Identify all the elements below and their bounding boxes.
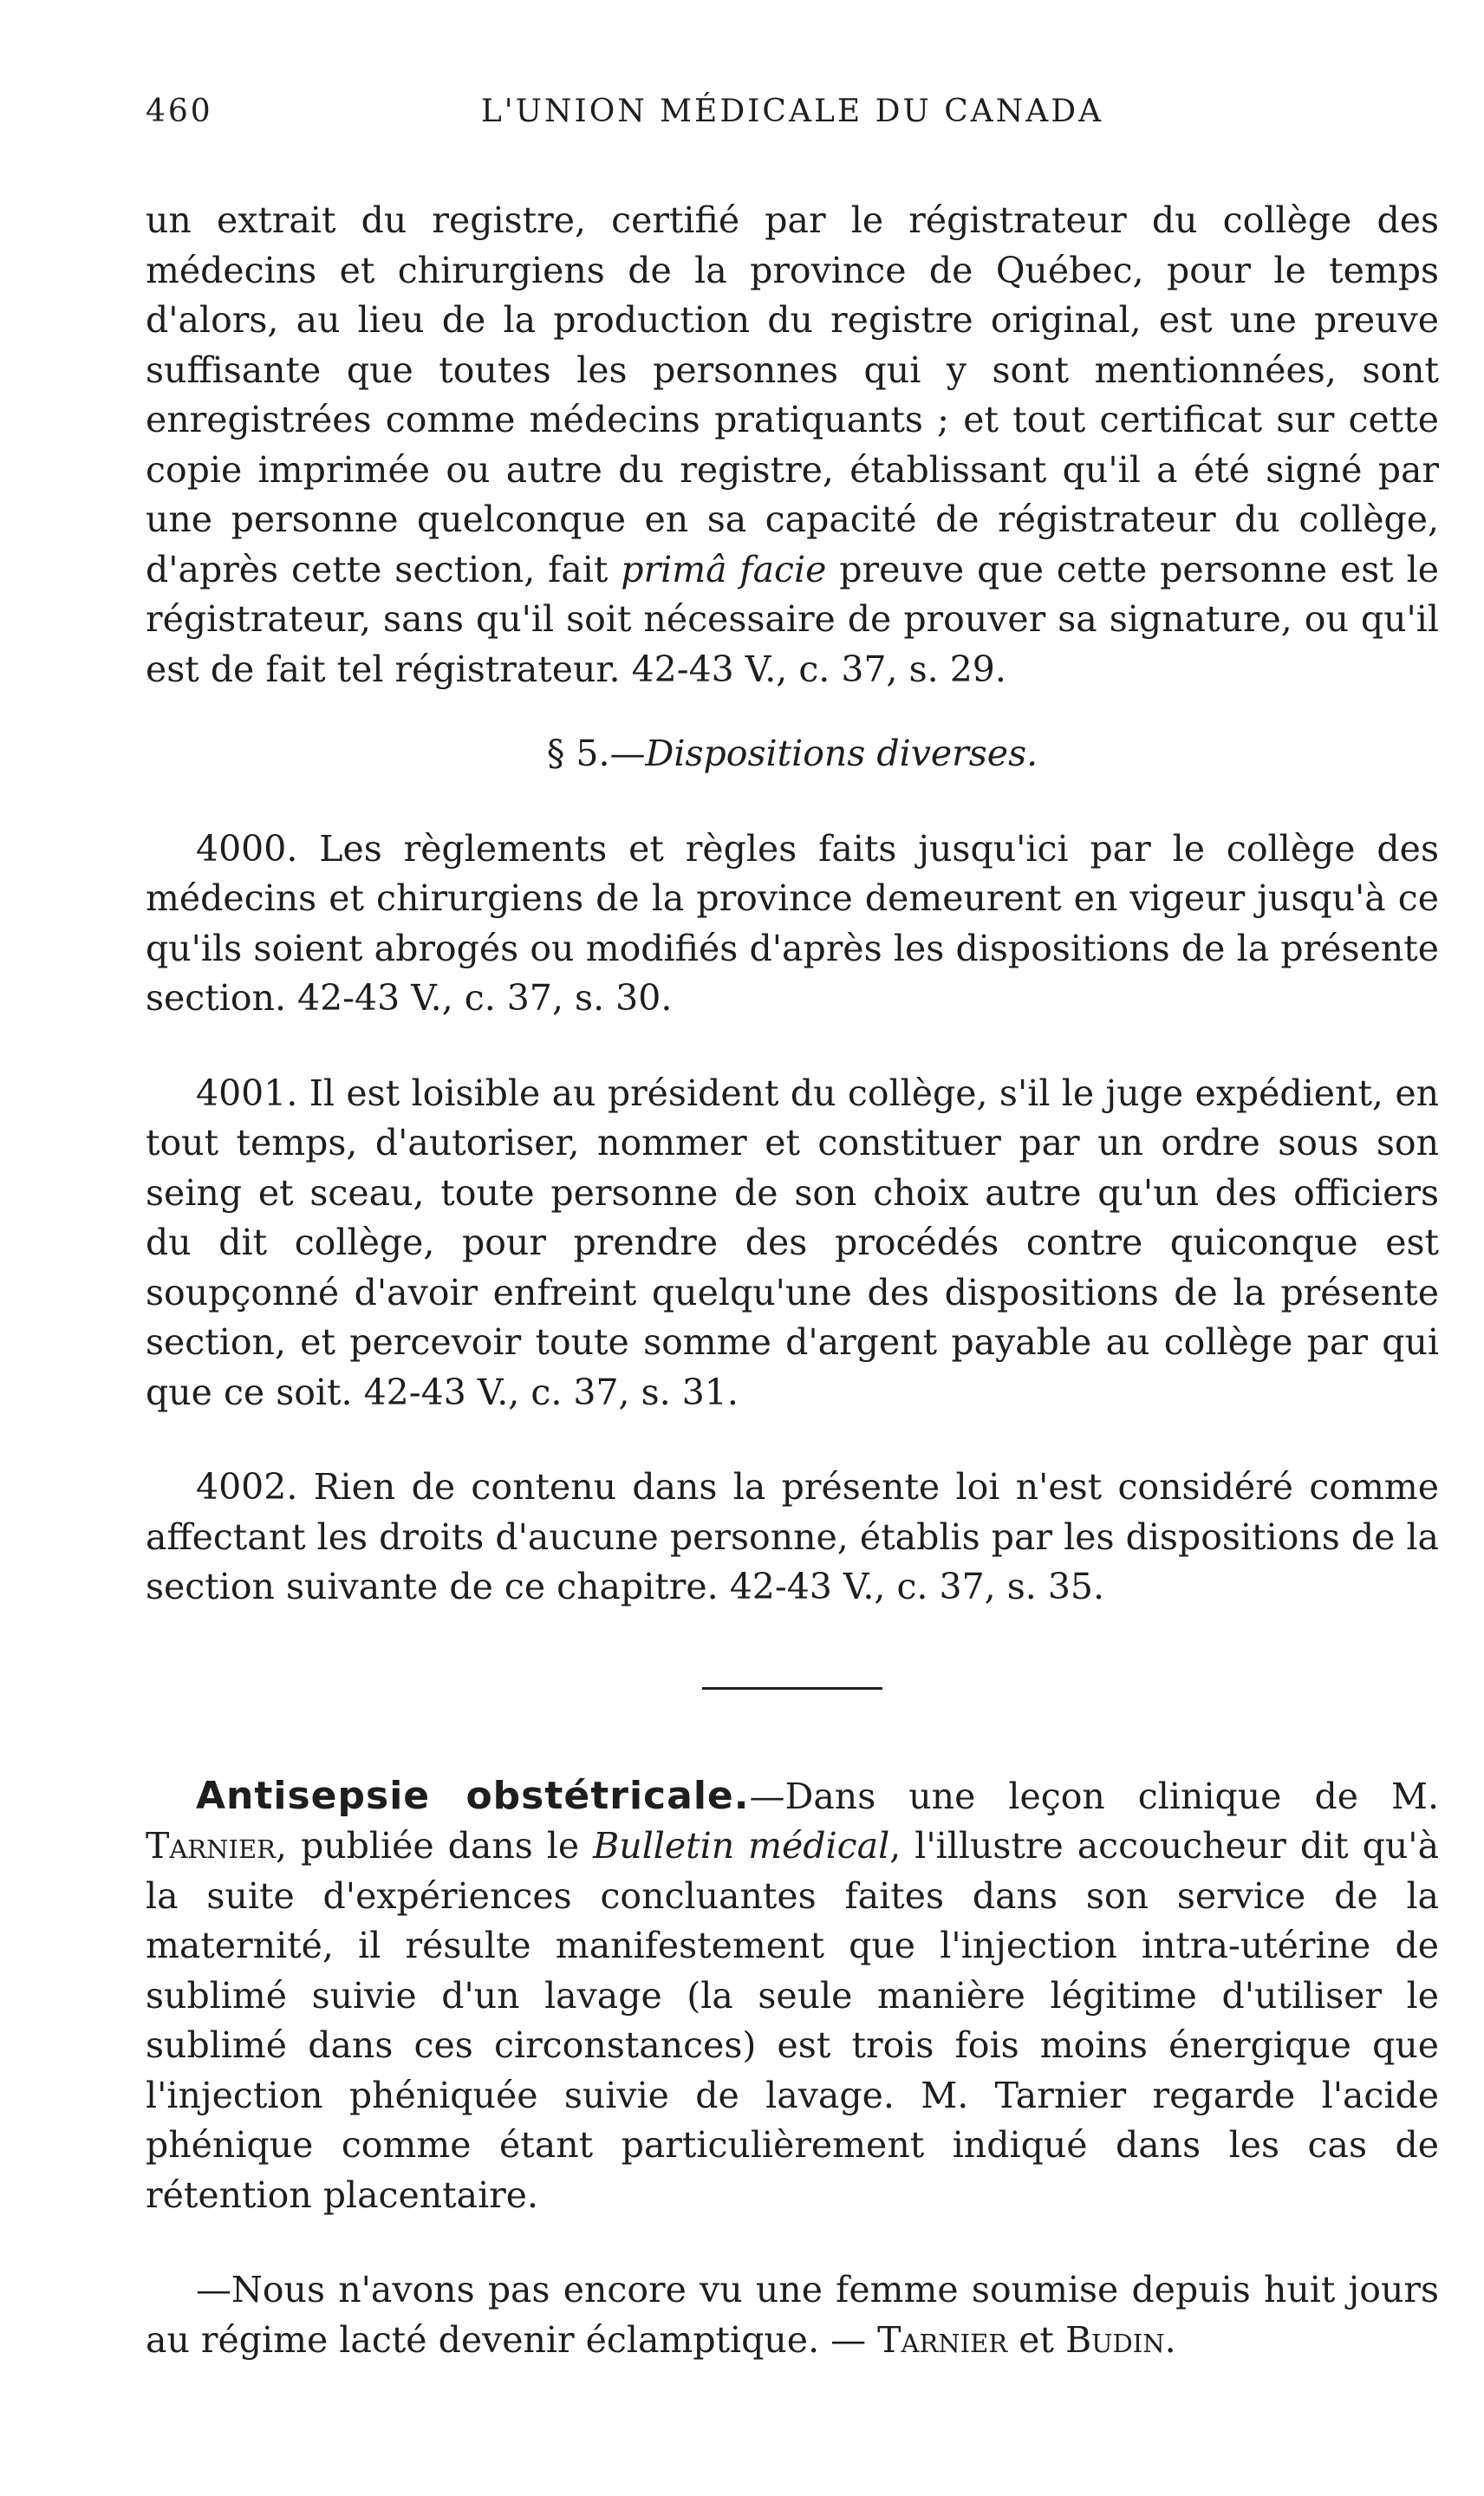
page-number: 460	[146, 94, 213, 129]
running-head: L'UNION MÉDICALE DU CANADA	[480, 94, 1104, 129]
news-heading: Antisepsie obstétricale.	[196, 1773, 750, 1818]
section-heading	[146, 729, 1439, 779]
news-text: , publiée dans le	[275, 1825, 594, 1867]
article-4002: 4002. Rien de contenu dans la présente loi n'est considéré comme affectant les droits d'aucune personne, établis par les dispositions de la section suivante de ce chapitre. 42-43 V., c. 37, s. 35.	[146, 1466, 1439, 1607]
paragraph-text: un extrait du registre, certifié par le régistrateur du collège des médecins et chirurgiens de la province de Québec, pour le temps d'alors, au lieu de la production du registre original, est une preuve suffisante que toutes les personnes qui y sont mentionnées, sont enregistrées comme médecins pratiquants ; et tout certificat sur cette copie imprimée ou autre du registre, établissant qu'il a été signé par une personne quelconque en sa capacité de régistrateur du collège, d'après cette section, fait	[146, 199, 1439, 590]
section-divider	[702, 1687, 882, 1690]
paragraph-registry-extract	[146, 196, 1439, 694]
news-text: , l'illustre accoucheur dit qu'à la suite d'expériences concluantes faites dans son service de la maternité, il résulte manifestement que l'injection intra-utérine de sublimé suivie d'un lavage (la seule manière légitime d'utiliser le sublimé dans ces circonstances) est trois fois moins énergique que l'injection phéniquée suivie de lavage. M. Tarnier regarde l'acide phénique comme étant particulièrement indiqué dans les cas de rétention placentaire.	[146, 1825, 1440, 2216]
news-text: —Dans une leçon clinique de M.	[749, 1775, 1440, 1817]
author-name: Tarnier	[877, 2318, 1008, 2361]
page-header	[146, 94, 1439, 146]
article-4000: 4000. Les règlements et règles faits jusqu'ici par le collège des médecins et chirurgiens de la province demeurent en vigeur jusqu'à ce qu'ils soient abrogés ou modifiés d'après les dispositions de la présente section. 42-43 V., c. 37, s. 30.	[146, 827, 1439, 1019]
quote-conjunction: et	[1007, 2318, 1065, 2361]
quote-text: —Nous n'avons pas encore vu une femme soumise depuis huit jours au régime lacté devenir éclamptique. —	[146, 2269, 1439, 2361]
person-name: Tarnier	[146, 1825, 276, 1867]
news-item-antisepsie	[146, 1771, 1439, 2221]
news-item-eclampsia	[146, 2265, 1439, 2365]
latin-phrase: primâ facie	[621, 548, 827, 590]
article-4001: 4001. Il est loisible au président du collège, s'il le juge expédient, en tout temps, d'autoriser, nommer et constituer par un ordre sous son seing et sceau, toute personne de son choix autre qu'un des officiers du dit collège, pour prendre des procédés contre quiconque est soupçonné d'avoir enfreint quelqu'une des dispositions de la présente section, et percevoir toute somme d'argent payable au collège par qui que ce soit. 42-43 V., c. 37, s. 31.	[146, 1072, 1439, 1413]
author-name: Budin	[1064, 2318, 1165, 2361]
quote-period: .	[1164, 2318, 1176, 2361]
journal-title: Bulletin médical	[593, 1825, 890, 1867]
paragraph-text: preuve que cette personne est le régistrateur, sans qu'il soit nécessaire de prouver sa signature, ou qu'il est de fait tel régistrateur. 42-43 V., c. 37, s. 29.	[146, 548, 1439, 690]
section-number: § 5.—	[546, 733, 646, 774]
section-title: Dispositions diverses.	[645, 733, 1038, 774]
document-page	[146, 94, 1439, 2365]
